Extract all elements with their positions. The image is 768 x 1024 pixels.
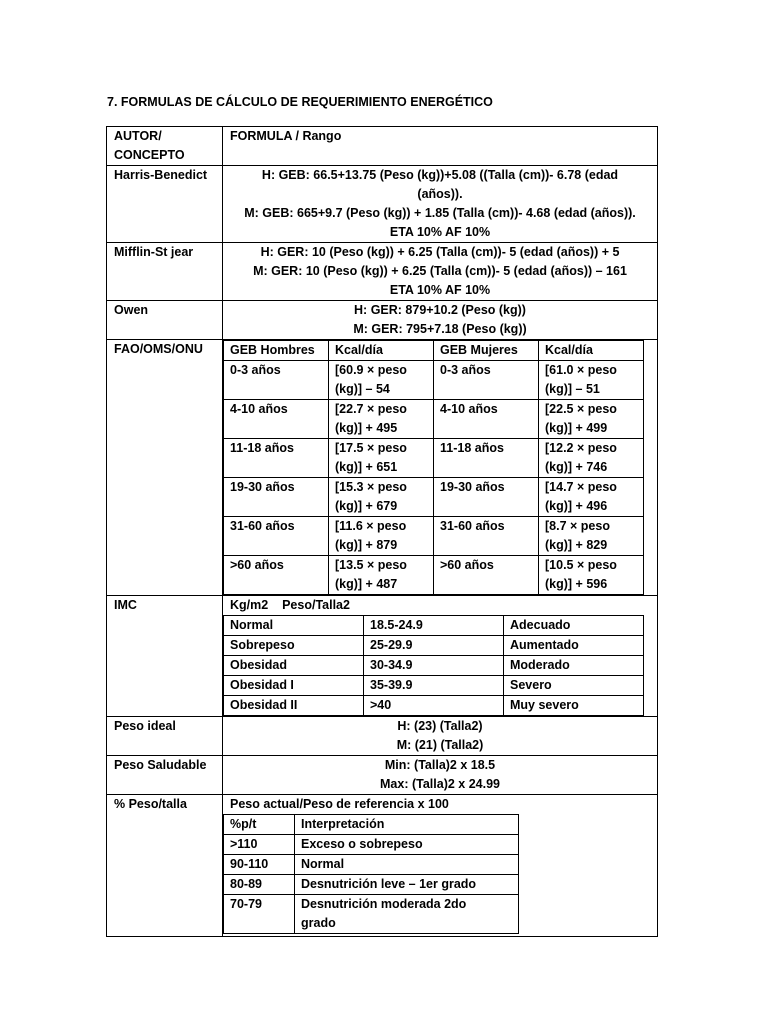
fao-kcal-male [329, 400, 434, 439]
header-col1-line1: AUTOR/ [114, 129, 162, 143]
fao-kcal-female [539, 517, 644, 556]
fao-data-row [224, 361, 644, 400]
kcal-line: [13.5 × peso [335, 558, 407, 572]
formulas-table [106, 126, 658, 937]
formula-line: H: GEB: 66.5+13.75 (Peso (kg))+5.08 ((Talla (cm))- 6.78 (edad [261, 168, 619, 182]
imc-data-row [224, 676, 644, 696]
page-heading: 7. FORMULAS DE CÁLCULO DE REQUERIMIENTO ENERGÉTICO [107, 95, 493, 109]
owen-formula [223, 301, 658, 340]
imc-description: Severo [504, 676, 644, 696]
kcal-line: (kg)] + 829 [545, 538, 608, 552]
peso-talla-subtitle: Peso actual/Peso de referencia x 100 [230, 797, 449, 811]
formula-line: (años)). [417, 187, 463, 201]
peso-talla-table [223, 814, 519, 934]
fao-age-female: 4-10 años [434, 400, 539, 439]
imc-label: IMC [107, 596, 223, 717]
peso-talla-data-row [224, 895, 519, 934]
imc-category: Sobrepeso [224, 636, 364, 656]
mifflin-label: Mifflin-St jear [107, 243, 223, 301]
kcal-line: [60.9 × peso [335, 363, 407, 377]
kcal-line: (kg)] + 495 [335, 421, 398, 435]
imc-description: Muy severo [504, 696, 644, 716]
harris-row [107, 166, 658, 243]
formula-line: ETA 10% AF 10% [389, 283, 491, 297]
peso-talla-range: 90-110 [224, 855, 295, 875]
fao-cell [223, 340, 658, 596]
formula-line: Max: (Talla)2 x 24.99 [380, 777, 500, 791]
imc-description: Moderado [504, 656, 644, 676]
fao-data-row [224, 556, 644, 595]
peso-talla-row [107, 795, 658, 937]
fao-age-male: 31-60 años [224, 517, 329, 556]
kcal-line: [22.5 × peso [545, 402, 617, 416]
harris-label: Harris-Benedict [107, 166, 223, 243]
peso-talla-interpretation: Normal [295, 855, 519, 875]
mifflin-row [107, 243, 658, 301]
fao-kcal-female [539, 361, 644, 400]
fao-age-male: 19-30 años [224, 478, 329, 517]
kcal-line: (kg)] + 496 [545, 499, 608, 513]
kcal-line: [8.7 × peso [545, 519, 610, 533]
peso-talla-header: %p/t [224, 815, 295, 835]
kcal-line: (kg)] + 499 [545, 421, 608, 435]
kcal-line: [17.5 × peso [335, 441, 407, 455]
imc-category: Normal [224, 616, 364, 636]
fao-kcal-female [539, 439, 644, 478]
fao-age-female: >60 años [434, 556, 539, 595]
kcal-line: (kg)] + 651 [335, 460, 398, 474]
peso-talla-range: 80-89 [224, 875, 295, 895]
imc-data-row [224, 656, 644, 676]
kcal-line: [22.7 × peso [335, 402, 407, 416]
kcal-line: (kg)] + 879 [335, 538, 398, 552]
peso-saludable-row [107, 756, 658, 795]
header-col1 [107, 127, 223, 166]
imc-data-row [224, 616, 644, 636]
fao-kcal-female [539, 478, 644, 517]
imc-range: 18.5-24.9 [364, 616, 504, 636]
fao-kcal-male [329, 478, 434, 517]
imc-table [223, 615, 644, 716]
fao-table [223, 340, 644, 595]
kcal-line: [11.6 × peso [335, 519, 407, 533]
fao-data-row [224, 400, 644, 439]
fao-row [107, 340, 658, 596]
owen-row [107, 301, 658, 340]
fao-kcal-female [539, 556, 644, 595]
fao-age-female: 0-3 años [434, 361, 539, 400]
kcal-line: (kg)] + 746 [545, 460, 608, 474]
kcal-line: [10.5 × peso [545, 558, 617, 572]
fao-kcal-male [329, 556, 434, 595]
peso-talla-data-row [224, 875, 519, 895]
fao-age-male: 11-18 años [224, 439, 329, 478]
imc-subtitle: Kg/m2 Peso/Talla2 [230, 598, 350, 612]
imc-category: Obesidad [224, 656, 364, 676]
fao-kcal-male [329, 517, 434, 556]
imc-data-row [224, 696, 644, 716]
fao-header: Kcal/día [329, 341, 434, 361]
kcal-line: (kg)] + 679 [335, 499, 398, 513]
fao-age-female: 19-30 años [434, 478, 539, 517]
imc-category: Obesidad I [224, 676, 364, 696]
peso-saludable-label: Peso Saludable [107, 756, 223, 795]
formula-line: M: GER: 795+7.18 (Peso (kg)) [353, 322, 527, 336]
fao-age-male: 4-10 años [224, 400, 329, 439]
fao-data-row [224, 439, 644, 478]
formula-line: H: GER: 10 (Peso (kg)) + 6.25 (Talla (cm))- 5 (edad (años)) + 5 [260, 245, 620, 259]
imc-row [107, 596, 658, 717]
kcal-line: (kg)] + 596 [545, 577, 608, 591]
formula-line: ETA 10% AF 10% [389, 225, 491, 239]
peso-saludable-formula [223, 756, 658, 795]
formula-line: M: (21) (Talla2) [396, 738, 484, 752]
peso-talla-label: % Peso/talla [107, 795, 223, 937]
interpretation-line: Desnutrición moderada 2do [301, 897, 467, 911]
fao-header-row [224, 341, 644, 361]
imc-range: 30-34.9 [364, 656, 504, 676]
peso-ideal-row [107, 717, 658, 756]
peso-ideal-formula [223, 717, 658, 756]
peso-talla-header-row [224, 815, 519, 835]
peso-ideal-label: Peso ideal [107, 717, 223, 756]
kcal-line: [14.7 × peso [545, 480, 617, 494]
peso-talla-cell [223, 795, 658, 937]
peso-talla-interpretation: Exceso o sobrepeso [295, 835, 519, 855]
imc-range: 25-29.9 [364, 636, 504, 656]
fao-kcal-male [329, 361, 434, 400]
imc-range: 35-39.9 [364, 676, 504, 696]
formula-line: M: GEB: 665+9.7 (Peso (kg)) + 1.85 (Talla (cm))- 4.68 (edad (años)). [244, 206, 636, 220]
formula-line: H: GER: 879+10.2 (Peso (kg)) [354, 303, 526, 317]
fao-age-male: >60 años [224, 556, 329, 595]
fao-data-row [224, 517, 644, 556]
interpretation-line: grado [301, 916, 336, 930]
fao-kcal-male [329, 439, 434, 478]
peso-talla-interpretation [295, 895, 519, 934]
peso-talla-header: Interpretación [295, 815, 519, 835]
formula-line: M: GER: 10 (Peso (kg)) + 6.25 (Talla (cm))- 5 (edad (años)) – 161 [253, 264, 627, 278]
imc-description: Adecuado [504, 616, 644, 636]
header-row [107, 127, 658, 166]
kcal-line: [12.2 × peso [545, 441, 617, 455]
fao-age-male: 0-3 años [224, 361, 329, 400]
peso-talla-range: 70-79 [224, 895, 295, 934]
fao-age-female: 31-60 años [434, 517, 539, 556]
fao-kcal-female [539, 400, 644, 439]
fao-age-female: 11-18 años [434, 439, 539, 478]
formula-line: H: (23) (Talla2) [397, 719, 483, 733]
imc-cell [223, 596, 658, 717]
peso-talla-data-row [224, 855, 519, 875]
peso-talla-data-row [224, 835, 519, 855]
fao-header: Kcal/día [539, 341, 644, 361]
peso-talla-range: >110 [224, 835, 295, 855]
kcal-line: (kg)] – 51 [545, 382, 600, 396]
imc-description: Aumentado [504, 636, 644, 656]
header-col1-line2: CONCEPTO [114, 148, 185, 162]
peso-talla-interpretation: Desnutrición leve – 1er grado [295, 875, 519, 895]
kcal-line: [61.0 × peso [545, 363, 617, 377]
imc-data-row [224, 636, 644, 656]
formula-line: Min: (Talla)2 x 18.5 [384, 758, 496, 772]
fao-label: FAO/OMS/ONU [107, 340, 223, 596]
harris-formula [223, 166, 658, 243]
kcal-line: (kg)] – 54 [335, 382, 390, 396]
fao-data-row [224, 478, 644, 517]
kcal-line: (kg)] + 487 [335, 577, 398, 591]
kcal-line: [15.3 × peso [335, 480, 407, 494]
fao-header: GEB Hombres [224, 341, 329, 361]
fao-header: GEB Mujeres [434, 341, 539, 361]
imc-category: Obesidad II [224, 696, 364, 716]
imc-range: >40 [364, 696, 504, 716]
owen-label: Owen [107, 301, 223, 340]
header-col2: FORMULA / Rango [223, 127, 658, 166]
mifflin-formula [223, 243, 658, 301]
